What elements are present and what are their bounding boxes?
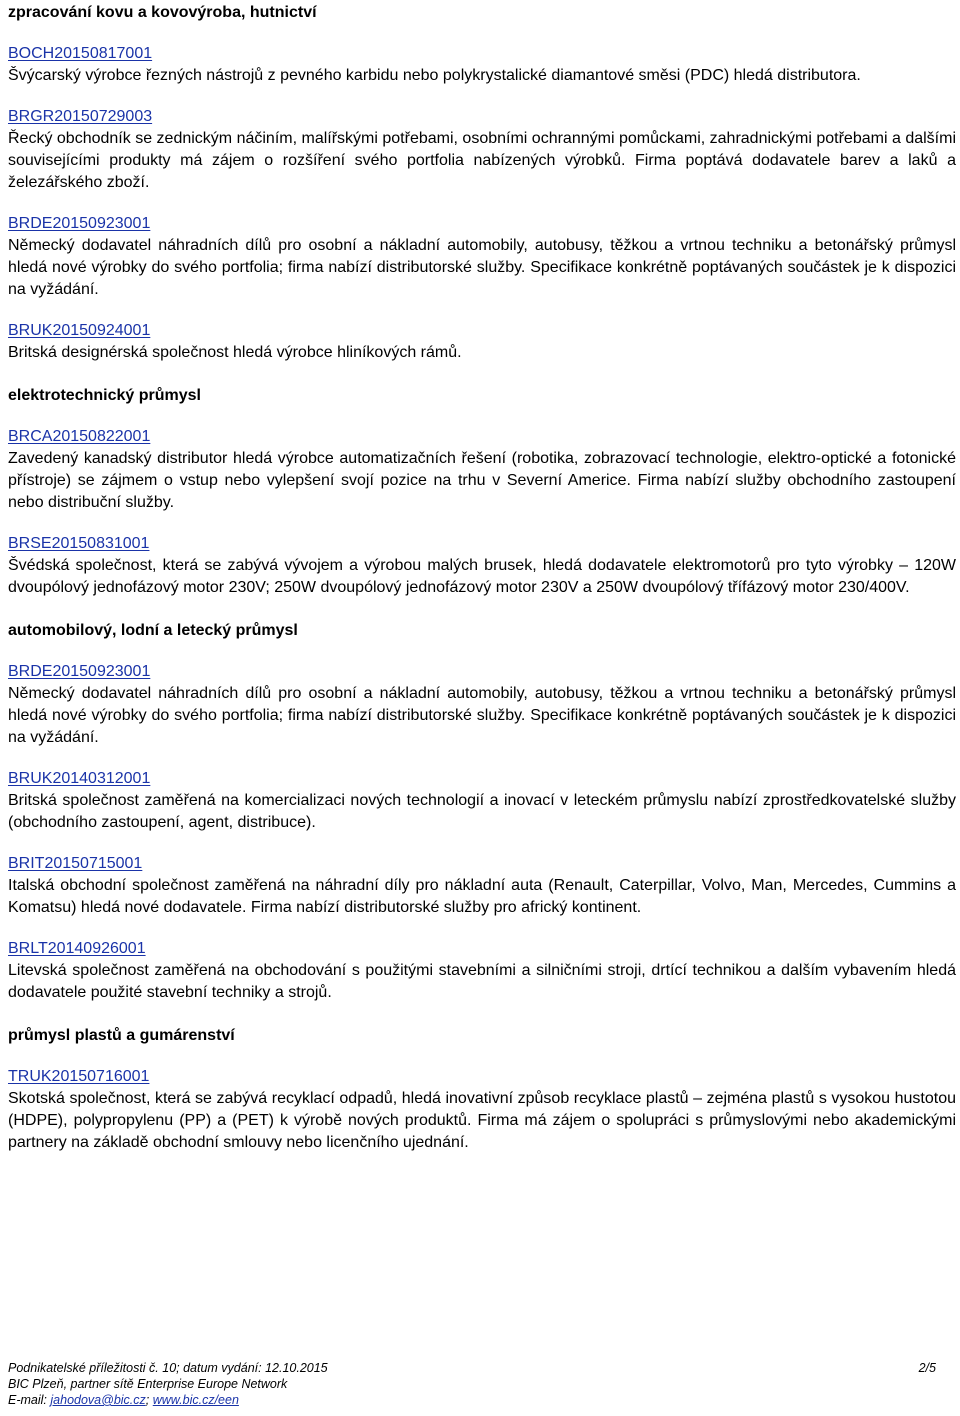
opportunity-description: Řecký obchodník se zednickým náčiním, malířskými potřebami, osobními ochrannými pomůckami, zahradnickými potřebami a dalšími souvisejícími produkty má zájem o rozšíření svého portfolia nabízených výrobků. Firma poptává dodavatele barev a laků a železářského zboží. xyxy=(8,130,956,191)
opportunity-entry xyxy=(8,1066,956,1154)
opportunity-code-link[interactable]: BRDE20150923001 xyxy=(8,215,151,232)
opportunity-entry xyxy=(8,768,956,834)
opportunity-code-link[interactable]: BOCH20150817001 xyxy=(8,45,153,62)
opportunity-code-link[interactable]: BRUK20140312001 xyxy=(8,770,151,787)
email-label: E-mail: xyxy=(8,1393,47,1407)
section-heading: zpracování kovu a kovovýroba, hutnictví xyxy=(8,4,317,21)
organization-info: BIC Plzeň, partner sítě Enterprise Europe Network xyxy=(8,1377,288,1391)
opportunity-code-link[interactable]: BRGR20150729003 xyxy=(8,108,153,125)
opportunity-description: Litevská společnost zaměřená na obchodování s použitými stavebními a silničními stroji, drtící technikou a dalším vybavením hledá dodavatele použité stavební techniky a strojů. xyxy=(8,962,956,1001)
section-heading: elektrotechnický průmysl xyxy=(8,387,201,404)
opportunity-code-link[interactable]: BRDE20150923001 xyxy=(8,663,151,680)
opportunity-code-link[interactable]: BRUK20150924001 xyxy=(8,322,151,339)
opportunity-code-link[interactable]: BRSE20150831001 xyxy=(8,535,150,552)
opportunity-description: Německý dodavatel náhradních dílů pro osobní a nákladní automobily, autobusy, těžkou a vrtnou techniku a betonářský průmysl hledá nové výrobky do svého portfolia; firma nabízí distributorské služby. Specifikace konkrétně poptávaných součástek je k dispozici na vyžádání. xyxy=(8,237,956,298)
section-heading: průmysl plastů a gumárenství xyxy=(8,1027,235,1044)
opportunity-code-link[interactable]: BRLT20140926001 xyxy=(8,940,146,957)
opportunity-code-link[interactable]: TRUK20150716001 xyxy=(8,1068,150,1085)
opportunity-description: Britská společnost zaměřená na komercializaci nových technologií a inovací v leteckém průmyslu nabízí zprostředkovatelské služby (obchodního zastoupení, agent, distribuce). xyxy=(8,792,956,831)
website-link[interactable]: www.bic.cz/een xyxy=(152,1393,239,1407)
opportunity-description: Švýcarský výrobce řezných nástrojů z pevného karbidu nebo polykrystalické diamantové směsi (PDC) hledá distributora. xyxy=(8,67,861,84)
opportunity-entry xyxy=(8,938,956,1004)
page-footer xyxy=(8,1360,936,1408)
opportunity-description: Skotská společnost, která se zabývá recyklací odpadů, hledá inovativní způsob recyklace plastů – zejména plastů s vysokou hustotou (HDPE), polypropylenu (PP) a (PET) k výrobě nových produktů. Firma má zájem o spolupráci s průmyslovými nebo akademickými partnery na základě obchodní smlouvy nebo licenčního ujednání. xyxy=(8,1090,956,1151)
opportunity-description: Italská obchodní společnost zaměřená na náhradní díly pro nákladní auta (Renault, Caterpillar, Volvo, Man, Mercedes, Cummins a Komatsu) hledá nové dodavatele. Firma nabízí distributorské služby pro africký kontinent. xyxy=(8,877,956,916)
opportunity-entry xyxy=(8,320,956,364)
opportunity-entry xyxy=(8,661,956,749)
opportunity-entry xyxy=(8,43,956,87)
opportunity-description: Britská designérská společnost hledá výrobce hliníkových rámů. xyxy=(8,344,462,361)
page-number: 2/5 xyxy=(918,1361,936,1375)
opportunity-entry xyxy=(8,533,956,599)
section-heading: automobilový, lodní a letecký průmysl xyxy=(8,622,298,639)
document-body xyxy=(8,0,956,1154)
email-link[interactable]: jahodova@bic.cz xyxy=(50,1393,146,1407)
section-automotive xyxy=(8,620,956,1004)
opportunity-entry xyxy=(8,853,956,919)
opportunity-description: Německý dodavatel náhradních dílů pro osobní a nákladní automobily, autobusy, těžkou a vrtnou techniku a betonářský průmysl hledá nové výrobky do svého portfolia; firma nabízí distributorské služby. Specifikace konkrétně poptávaných součástek je k dispozici na vyžádání. xyxy=(8,685,956,746)
opportunity-entry xyxy=(8,213,956,301)
opportunity-description: Zavedený kanadský distributor hledá výrobce automatizačních řešení (robotika, zobrazovací technologie, elektro-optické a fotonické přístroje) se zájmem o vstup nebo vylepšení svojí pozice na trhu v Severní Americe. Firma nabízí služby obchodního zastoupení nebo distribuční služby. xyxy=(8,450,956,511)
section-metalworking xyxy=(8,2,956,364)
section-plastics xyxy=(8,1025,956,1154)
contact-row xyxy=(8,1392,936,1408)
opportunity-description: Švédská společnost, která se zabývá vývojem a výrobou malých brusek, hledá dodavatele elektromotorů pro tyto výrobky – 120W dvoupólový jednofázový motor 230V; 250W dvoupólový jednofázový motor 230V a 250W dvoupólový třífázový motor 230/400V. xyxy=(8,557,956,596)
footer-top-row xyxy=(8,1360,936,1376)
contact-separator: ; xyxy=(145,1393,150,1407)
publication-info: Podnikatelské příležitosti č. 10; datum vydání: 12.10.2015 xyxy=(8,1361,328,1375)
section-electrotechnical xyxy=(8,385,956,599)
opportunity-code-link[interactable]: BRIT20150715001 xyxy=(8,855,143,872)
opportunity-entry xyxy=(8,106,956,194)
opportunity-entry xyxy=(8,426,956,514)
opportunity-code-link[interactable]: BRCA20150822001 xyxy=(8,428,151,445)
